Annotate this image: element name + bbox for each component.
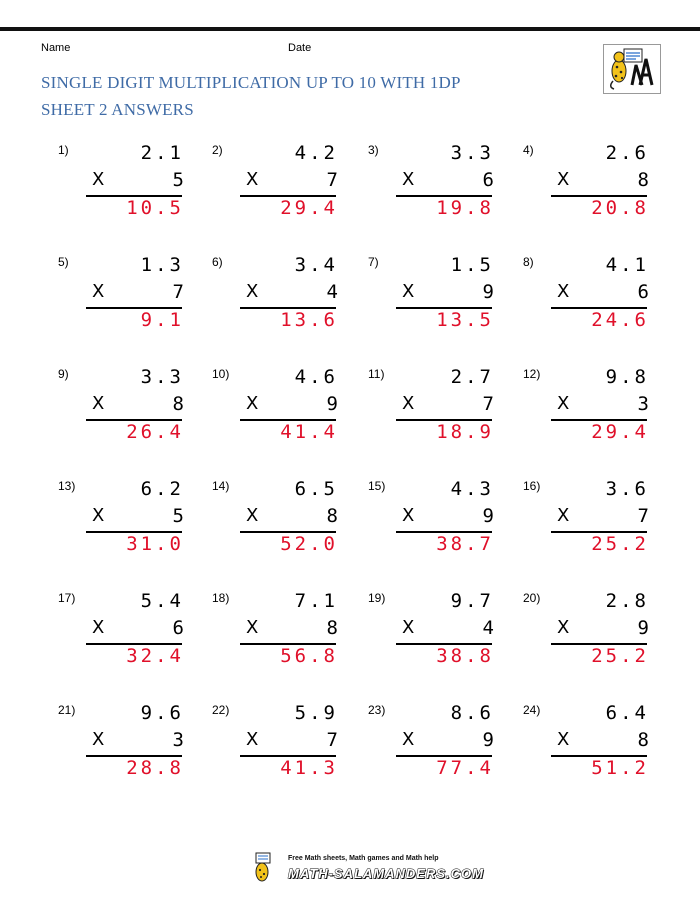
problem-number: 14) [212,479,230,493]
answer: 51.2 [591,757,649,779]
problem-18 [212,589,352,689]
problem-11 [368,365,508,465]
problem-number: 1) [58,143,69,157]
answer: 13.5 [436,309,494,331]
problem-24 [523,701,663,801]
multiplicand: 4.6 [294,366,338,388]
problem-number: 16) [523,479,541,493]
problem-number: 12) [523,367,541,381]
multiplicand: 6.2 [140,478,184,500]
multiplier: 5 [172,505,184,527]
problem-2 [212,141,352,241]
answer: 24.6 [591,309,649,331]
multiplier: 9 [326,393,338,415]
answer: 25.2 [591,645,649,667]
multiply-operator: X [557,169,570,190]
multiply-operator: X [246,393,259,414]
problem-number: 10) [212,367,230,381]
answer: 38.8 [436,645,494,667]
footer-site-name: MATH-SALAMANDERS.COM [288,866,484,881]
problem-10 [212,365,352,465]
multiply-operator: X [557,281,570,302]
top-rule [0,27,700,31]
answer: 38.7 [436,533,494,555]
multiplier: 7 [482,393,494,415]
answer: 32.4 [126,645,184,667]
multiply-operator: X [92,729,105,750]
multiply-operator: X [557,505,570,526]
multiplier: 6 [482,169,494,191]
name-label: Name [41,42,71,54]
multiplier: 8 [326,617,338,639]
multiplicand: 9.7 [450,590,494,612]
problem-number: 21) [58,703,76,717]
problem-number: 24) [523,703,541,717]
multiplier: 7 [326,169,338,191]
problem-12 [523,365,663,465]
problem-1 [58,141,198,241]
problem-16 [523,477,663,577]
problem-14 [212,477,352,577]
problem-17 [58,589,198,689]
problem-number: 7) [368,255,379,269]
multiplier: 6 [172,617,184,639]
problem-8 [523,253,663,353]
multiplier: 9 [482,729,494,751]
multiply-operator: X [402,505,415,526]
multiplicand: 4.1 [605,254,649,276]
multiply-operator: X [402,393,415,414]
multiplier: 3 [172,729,184,751]
multiplicand: 4.2 [294,142,338,164]
multiply-operator: X [402,617,415,638]
multiplicand: 6.5 [294,478,338,500]
answer: 41.3 [280,757,338,779]
multiplier: 8 [637,169,649,191]
multiplier: 7 [326,729,338,751]
multiplicand: 2.8 [605,590,649,612]
multiplier: 4 [482,617,494,639]
answer: 28.8 [126,757,184,779]
problem-number: 22) [212,703,230,717]
problem-number: 15) [368,479,386,493]
multiply-operator: X [92,505,105,526]
answer: 9.1 [140,309,184,331]
multiplicand: 7.1 [294,590,338,612]
multiply-operator: X [557,729,570,750]
problem-3 [368,141,508,241]
multiplicand: 1.5 [450,254,494,276]
multiplicand: 3.3 [140,366,184,388]
multiply-operator: X [246,617,259,638]
problem-20 [523,589,663,689]
multiply-operator: X [402,729,415,750]
multiply-operator: X [402,281,415,302]
multiplicand: 5.9 [294,702,338,724]
problem-9 [58,365,198,465]
multiply-operator: X [92,281,105,302]
problem-number: 6) [212,255,223,269]
problem-15 [368,477,508,577]
footer-tagline: Free Math sheets, Math games and Math help [288,855,439,862]
multiply-operator: X [92,393,105,414]
salamander-logo-icon [603,44,661,94]
answer: 29.4 [280,197,338,219]
multiply-operator: X [92,169,105,190]
problem-number: 2) [212,143,223,157]
worksheet-subtitle: SHEET 2 ANSWERS [41,100,194,119]
answer: 10.5 [126,197,184,219]
multiply-operator: X [402,169,415,190]
problem-4 [523,141,663,241]
multiplier: 7 [172,281,184,303]
multiply-operator: X [557,617,570,638]
problem-5 [58,253,198,353]
problem-19 [368,589,508,689]
answer: 13.6 [280,309,338,331]
multiply-operator: X [557,393,570,414]
multiply-operator: X [246,169,259,190]
problem-number: 5) [58,255,69,269]
answer: 29.4 [591,421,649,443]
multiplicand: 6.4 [605,702,649,724]
multiplier: 5 [172,169,184,191]
problem-number: 19) [368,591,386,605]
multiplicand: 2.6 [605,142,649,164]
problem-number: 8) [523,255,534,269]
answer: 77.4 [436,757,494,779]
multiplicand: 4.3 [450,478,494,500]
problem-number: 17) [58,591,76,605]
multiplicand: 9.6 [140,702,184,724]
multiplicand: 3.4 [294,254,338,276]
multiplicand: 3.3 [450,142,494,164]
answer: 19.8 [436,197,494,219]
problem-number: 9) [58,367,69,381]
date-label: Date [288,42,312,54]
answer: 41.4 [280,421,338,443]
problem-23 [368,701,508,801]
multiplier: 7 [637,505,649,527]
multiplier: 8 [326,505,338,527]
multiplier: 4 [326,281,338,303]
multiplicand: 2.1 [140,142,184,164]
problem-number: 23) [368,703,386,717]
answer: 25.2 [591,533,649,555]
answer: 18.9 [436,421,494,443]
multiplicand: 1.3 [140,254,184,276]
multiplicand: 9.8 [605,366,649,388]
problem-number: 13) [58,479,76,493]
answer: 56.8 [280,645,338,667]
problem-22 [212,701,352,801]
multiplicand: 8.6 [450,702,494,724]
problem-number: 3) [368,143,379,157]
problem-7 [368,253,508,353]
multiplier: 9 [482,505,494,527]
multiply-operator: X [246,281,259,302]
answer: 20.8 [591,197,649,219]
multiplicand: 5.4 [140,590,184,612]
multiplier: 6 [637,281,649,303]
problem-number: 4) [523,143,534,157]
problem-number: 20) [523,591,541,605]
problem-6 [212,253,352,353]
problem-number: 11) [368,367,385,381]
multiplier: 8 [172,393,184,415]
answer: 52.0 [280,533,338,555]
multiplier: 8 [637,729,649,751]
multiplier: 9 [482,281,494,303]
problem-21 [58,701,198,801]
answer: 31.0 [126,533,184,555]
worksheet-title: SINGLE DIGIT MULTIPLICATION UP TO 10 WITH 1DP [41,73,461,92]
problem-number: 18) [212,591,230,605]
multiplicand: 3.6 [605,478,649,500]
multiplier: 9 [637,617,649,639]
multiplier: 3 [637,393,649,415]
multiply-operator: X [92,617,105,638]
problem-13 [58,477,198,577]
answer: 26.4 [126,421,184,443]
multiply-operator: X [246,729,259,750]
multiplicand: 2.7 [450,366,494,388]
multiply-operator: X [246,505,259,526]
